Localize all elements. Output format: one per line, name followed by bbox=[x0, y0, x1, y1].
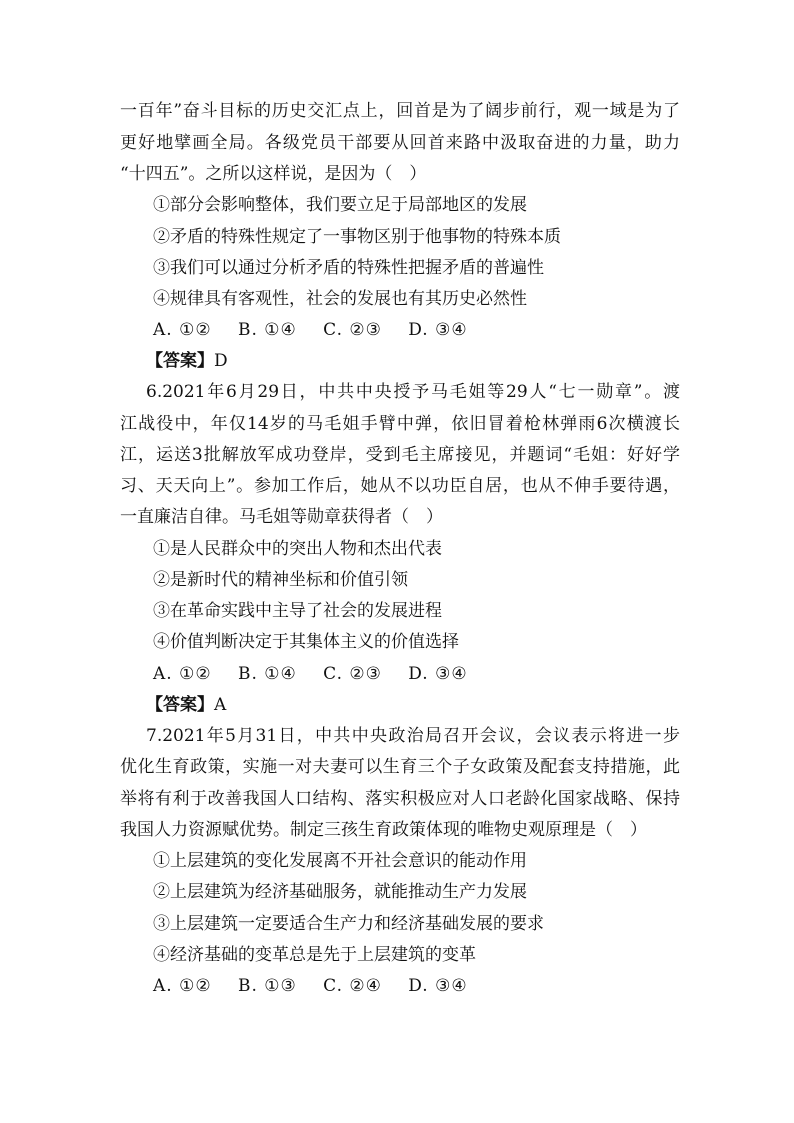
q5-option-c: C. ②③ bbox=[323, 320, 382, 340]
q7-item-3: ③上层建筑一定要适合生产力和经济基础发展的要求 bbox=[153, 914, 544, 934]
q5-stem-line-2: 更好地擘画全局。各级党员干部要从回首来路中汲取奋进的力量，助力 bbox=[120, 133, 680, 153]
q7-item-1: ①上层建筑的变化发展离不开社会意识的能动作用 bbox=[153, 851, 527, 871]
q5-answer-label: 【答案】 bbox=[146, 351, 214, 371]
q6-option-a: A. ①② bbox=[153, 664, 212, 684]
q6-item-1: ①是人民群众中的突出人物和杰出代表 bbox=[153, 539, 442, 559]
q7-option-d: D. ③④ bbox=[408, 976, 468, 996]
q6-stem-line-5: 一直廉洁自律。马毛姐等勋章获得者（ ） bbox=[120, 507, 443, 527]
q7-stem-line-4: 我国人力资源赋优势。制定三孩生育政策体现的唯物史观原理是（ ） bbox=[120, 820, 647, 840]
q6-answer bbox=[146, 690, 226, 721]
q6-stem-line-2: 江战役中，年仅14岁的马毛姐手臂中弹，依旧冒着枪林弹雨6次横渡长 bbox=[120, 414, 680, 434]
q6-stem-line-1: 6.2021年6月29日，中共中央授予马毛姐等29人“七一勋章”。渡 bbox=[146, 382, 680, 402]
q6-item-4: ④价值判断决定于其集体主义的价值选择 bbox=[153, 632, 459, 652]
q6-option-b: B. ①④ bbox=[237, 664, 297, 684]
q5-item-4: ④规律具有客观性，社会的发展也有其历史必然性 bbox=[153, 289, 527, 309]
q5-item-3: ③我们可以通过分析矛盾的特殊性把握矛盾的普遍性 bbox=[153, 258, 544, 278]
q6-stem-line-4: 习、天天向上”。参加工作后，她从不以功臣自居，也从不伸手要待遇， bbox=[120, 476, 680, 496]
q7-item-4: ④经济基础的变革总是先于上层建筑的变革 bbox=[153, 945, 476, 965]
q7-stem-line-2: 优化生育政策，实施一对夫妻可以生育三个子女政策及配套支持措施，此 bbox=[120, 757, 680, 777]
q7-options bbox=[153, 971, 488, 1002]
q6-option-c: C. ②③ bbox=[323, 664, 382, 684]
q6-options bbox=[153, 659, 488, 690]
q7-stem-line-1: 7.2021年5月31日，中共中央政治局召开会议，会议表示将进一步 bbox=[146, 726, 680, 746]
q5-option-b: B. ①④ bbox=[237, 320, 297, 340]
q5-answer bbox=[146, 346, 228, 377]
q7-option-c: C. ②④ bbox=[323, 976, 382, 996]
q5-item-2: ②矛盾的特殊性规定了一事物区别于他事物的特殊本质 bbox=[153, 227, 561, 247]
q7-option-a: A. ①② bbox=[153, 976, 212, 996]
q6-item-2: ②是新时代的精神坐标和价值引领 bbox=[153, 570, 408, 590]
q6-option-d: D. ③④ bbox=[408, 664, 468, 684]
q6-stem-line-3: 江，运送3批解放军成功登岸，受到毛主席接见，并题词“毛姐：好好学 bbox=[120, 445, 680, 465]
q7-option-b: B. ①③ bbox=[237, 976, 297, 996]
q5-option-d: D. ③④ bbox=[408, 320, 468, 340]
q5-stem-line-3: “十四五”。之所以这样说，是因为（ ） bbox=[120, 164, 427, 184]
q5-stem-line-1: 一百年”奋斗目标的历史交汇点上，回首是为了阔步前行，观一域是为了 bbox=[120, 101, 680, 121]
q5-options bbox=[153, 315, 488, 346]
q6-item-3: ③在革命实践中主导了社会的发展进程 bbox=[153, 601, 442, 621]
q6-answer-label: 【答案】 bbox=[146, 695, 214, 715]
q5-item-1: ①部分会影响整体，我们要立足于局部地区的发展 bbox=[153, 195, 527, 215]
q7-stem-line-3: 举将有利于改善我国人口结构、落实积极应对人口老龄化国家战略、保持 bbox=[120, 789, 680, 809]
q7-item-2: ②上层建筑为经济基础服务，就能推动生产力发展 bbox=[153, 882, 527, 902]
q5-option-a: A. ①② bbox=[153, 320, 212, 340]
q5-answer-value: D bbox=[214, 351, 228, 371]
q6-answer-value: A bbox=[214, 695, 227, 715]
